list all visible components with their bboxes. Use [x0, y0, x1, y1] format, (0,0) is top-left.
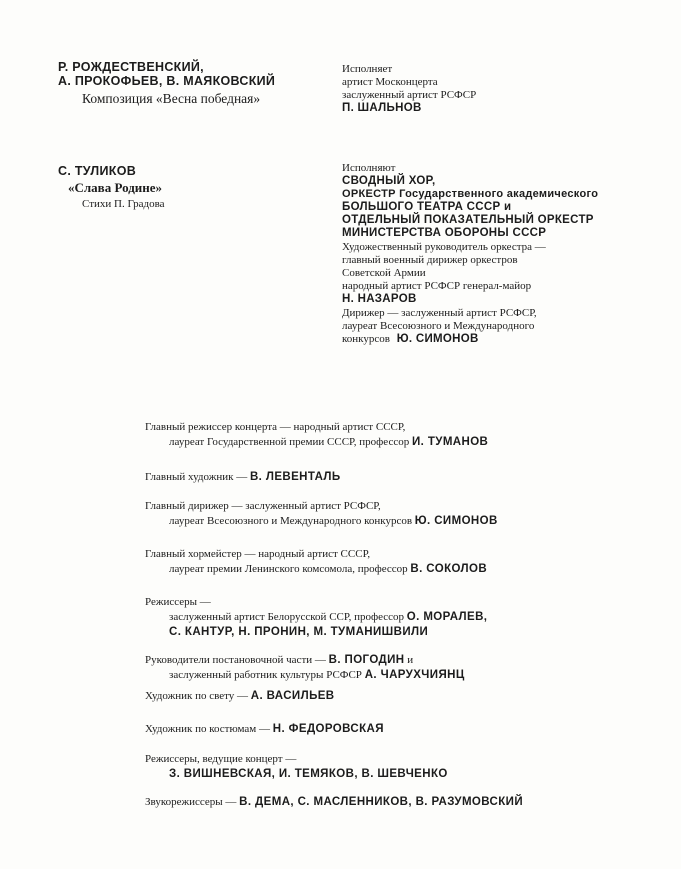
ensemble-line: ОТДЕЛЬНЫЙ ПОКАЗАТЕЛЬНЫЙ ОРКЕСТР — [342, 214, 594, 226]
credit-line — [145, 668, 645, 683]
work-title: «Слава Родине» — [68, 180, 163, 195]
credit-line — [145, 514, 645, 529]
credit-hosts — [145, 752, 645, 782]
credit-name: Ю. СИМОНОВ — [414, 515, 498, 527]
credit-directors — [145, 595, 645, 640]
credit-role: Художник по костюмам — — [145, 723, 271, 735]
credit-line — [145, 689, 645, 704]
director-line: Художественный руководитель оркестра — — [342, 241, 546, 253]
credit-line — [145, 653, 645, 668]
credit-name: И. ТУМАНОВ — [411, 436, 489, 448]
credit-text: лауреат премии Ленинского комсомола, профессор — [169, 563, 408, 575]
credit-director — [145, 420, 645, 450]
performers-label: Исполняют — [342, 162, 396, 174]
program-item-2-left — [58, 164, 328, 211]
credit-artist — [145, 470, 645, 485]
credit-line — [145, 610, 645, 625]
credit-lighting — [145, 689, 645, 704]
program-item-2-right — [342, 162, 652, 346]
conductor-line: лауреат Всесоюзного и Международного — [342, 320, 535, 332]
credit-conductor — [145, 499, 645, 529]
work-title: Композиция «Весна победная» — [82, 91, 261, 106]
credit-role: Руководители постановочной части — — [145, 654, 326, 666]
performer-info-line: Исполняет — [342, 63, 393, 75]
credit-role: Главный дирижер — заслуженный артист РСФСР, — [145, 500, 381, 512]
ensemble-line: ОРКЕСТР Государственного академического — [342, 188, 599, 200]
credit-name: О. МОРАЛЕВ, — [406, 611, 488, 623]
performer-name: П. ШАЛЬНОВ — [342, 102, 422, 114]
credit-name: В. ДЕМА, С. МАСЛЕННИКОВ, В. РАЗУМОВСКИЙ — [239, 796, 524, 808]
performer-info-line: заслуженный артист РСФСР — [342, 89, 477, 101]
credit-text: и — [407, 654, 414, 666]
authors-line: Р. РОЖДЕСТВЕНСКИЙ, — [58, 60, 204, 74]
conductor-prefix: конкурсов — [342, 333, 390, 345]
credit-name: А. ЧАРУХЧИЯНЦ — [364, 669, 465, 681]
conductor-line: Дирижер — заслуженный артист РСФСР, — [342, 307, 537, 319]
credit-production — [145, 653, 645, 683]
director-line: главный военный дирижер оркестров — [342, 254, 518, 266]
composer: С. ТУЛИКОВ — [58, 164, 137, 178]
credit-line — [145, 435, 645, 450]
director-name: Н. НАЗАРОВ — [342, 293, 417, 305]
credit-line — [145, 562, 645, 577]
credit-role: Художник по свету — — [145, 690, 249, 702]
authors-line: А. ПРОКОФЬЕВ, В. МАЯКОВСКИЙ — [58, 74, 276, 88]
credit-names-line: С. КАНТУР, Н. ПРОНИН, М. ТУМАНИШВИЛИ — [169, 626, 429, 638]
credit-text: лауреат Государственной премии СССР, профессор — [169, 436, 410, 448]
credit-line — [145, 470, 645, 485]
ensemble-line: МИНИСТЕРСТВА ОБОРОНЫ СССР — [342, 227, 547, 239]
program-item-1-left — [58, 60, 328, 106]
credit-name: В. СОКОЛОВ — [410, 563, 488, 575]
credit-role: Главный художник — — [145, 471, 248, 483]
credit-role: Звукорежиссеры — — [145, 796, 237, 808]
credit-role: Главный хормейстер — народный артист СССР, — [145, 548, 371, 560]
ensemble-line: БОЛЬШОГО ТЕАТРА СССР и — [342, 201, 512, 213]
credit-line — [145, 795, 665, 810]
conductor-line — [342, 333, 652, 346]
director-line: Советской Армии — [342, 267, 426, 279]
credit-name: А. ВАСИЛЬЕВ — [250, 690, 335, 702]
credit-text: заслуженный работник культуры РСФСР — [169, 669, 362, 681]
ensemble-line: СВОДНЫЙ ХОР, — [342, 175, 436, 187]
credit-name: Н. ФЕДОРОВСКАЯ — [272, 723, 384, 735]
lyrics-credit: Стихи П. Градова — [82, 198, 165, 210]
credit-role: Режиссеры, ведущие концерт — — [145, 753, 297, 765]
director-line: народный артист РСФСР генерал-майор — [342, 280, 532, 292]
program-item-1-right — [342, 63, 642, 115]
credit-text: заслуженный артист Белорусской ССР, профессор — [169, 611, 405, 623]
credit-choirmaster — [145, 547, 645, 577]
credit-line — [145, 722, 645, 737]
credit-names-line: З. ВИШНЕВСКАЯ, И. ТЕМЯКОВ, В. ШЕВЧЕНКО — [169, 768, 448, 780]
conductor-name: Ю. СИМОНОВ — [396, 333, 479, 345]
credit-costumes — [145, 722, 645, 737]
credit-role: Режиссеры — — [145, 596, 211, 608]
credit-name: В. ЛЕВЕНТАЛЬ — [249, 471, 341, 483]
credit-sound — [145, 795, 665, 810]
credit-text: лауреат Всесоюзного и Международного конкурсов — [169, 515, 413, 527]
credit-name: В. ПОГОДИН — [328, 654, 405, 666]
credit-role: Главный режиссер концерта — народный артист СССР, — [145, 421, 406, 433]
performer-info-line: артист Москонцерта — [342, 76, 438, 88]
